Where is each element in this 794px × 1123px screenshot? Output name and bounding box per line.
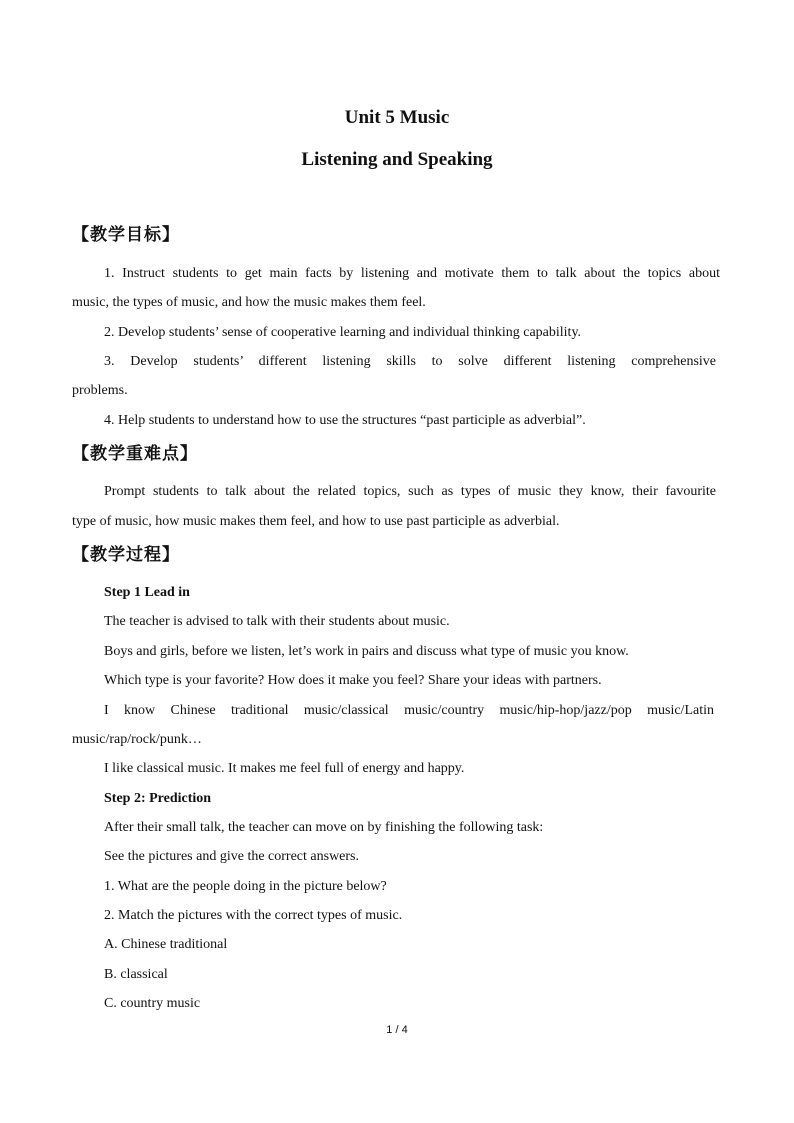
- step-1-line-5: music/rap/rock/punk…: [72, 732, 202, 747]
- step-2-line-2: See the pictures and give the correct answers.: [104, 849, 360, 864]
- key-points-line-2: type of music, how music makes them feel, and how to use past participle as adverbial.: [72, 514, 560, 529]
- objective-3-line-2: problems.: [72, 383, 128, 398]
- step-1-line-3: Which type is your favorite? How does it make you feel? Share your ideas with partners.: [104, 673, 602, 688]
- option-c: C. country music: [104, 996, 201, 1011]
- step-2-title: Step 2: Prediction: [104, 791, 212, 806]
- option-a: A. Chinese traditional: [104, 937, 228, 952]
- objective-3-line-1: 3. Develop students’ different listening skills to solve different listening comprehensive: [104, 354, 716, 369]
- section-heading-objectives: 【教学目标】: [72, 225, 180, 245]
- step-1-line-6: I like classical music. It makes me feel full of energy and happy.: [104, 761, 465, 776]
- objective-1-line-1: 1. Instruct students to get main facts by listening and motivate them to talk about the topics about: [104, 266, 720, 281]
- option-b: B. classical: [104, 967, 168, 982]
- objective-4: 4. Help students to understand how to use the structures “past participle as adverbial”.: [104, 413, 586, 428]
- document-title: Unit 5 Music: [344, 107, 450, 128]
- step-1-line-2: Boys and girls, before we listen, let’s work in pairs and discuss what type of music you know.: [104, 644, 629, 659]
- section-heading-process: 【教学过程】: [72, 545, 180, 565]
- key-points-line-1: Prompt students to talk about the related topics, such as types of music they know, their favourite: [104, 484, 716, 499]
- page-number: 1 / 4: [386, 1024, 408, 1036]
- step-2-line-1: After their small talk, the teacher can move on by finishing the following task:: [104, 820, 544, 835]
- objective-1-line-2: music, the types of music, and how the music makes them feel.: [72, 295, 426, 310]
- step-1-line-4: I know Chinese traditional music/classical music/country music/hip-hop/jazz/pop music/Latin: [104, 703, 714, 718]
- step-1-line-1: The teacher is advised to talk with their students about music.: [104, 614, 450, 629]
- document-subtitle: Listening and Speaking: [301, 149, 493, 170]
- objective-2: 2. Develop students’ sense of cooperative learning and individual thinking capability.: [104, 325, 582, 340]
- step-1-title: Step 1 Lead in: [104, 585, 190, 600]
- step-2-question-2: 2. Match the pictures with the correct types of music.: [104, 908, 403, 923]
- section-heading-key-points: 【教学重难点】: [72, 444, 198, 464]
- step-2-question-1: 1. What are the people doing in the picture below?: [104, 879, 387, 894]
